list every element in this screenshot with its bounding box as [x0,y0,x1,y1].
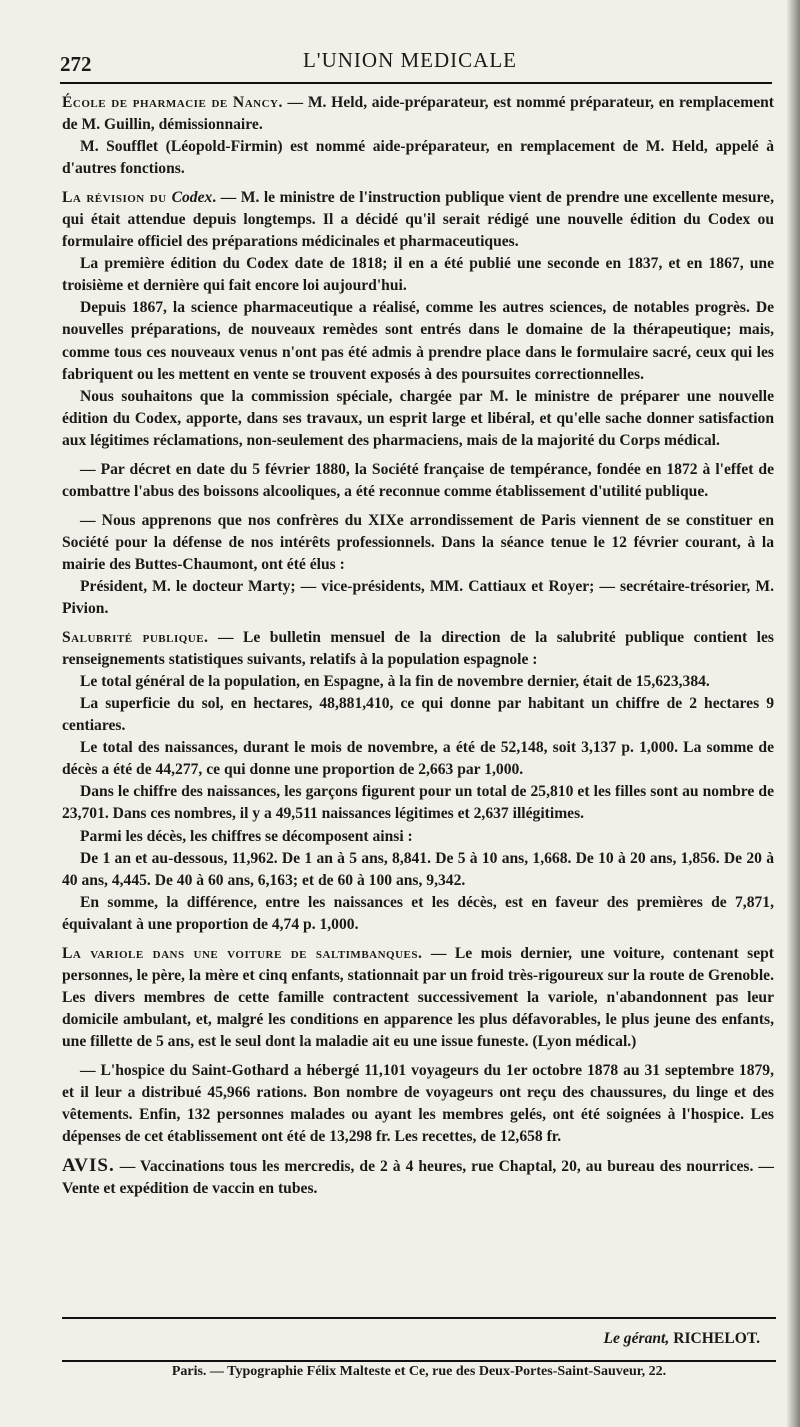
section-heading: La révision du [62,189,172,207]
paragraph-deces: Parmi les décès, les chiffres se décomposent ainsi : [80,827,413,845]
section-heading: École de pharmacie de Nancy. [62,94,283,111]
paragraph-population: Le total général de la population, en Espagne, à la fin de novembre dernier, était de 15,623,384. [80,673,710,691]
footer-rule-top [62,1317,776,1319]
header-rule [60,82,772,84]
section-heading-italic: Codex [171,189,213,207]
paragraph-avis [62,1155,774,1200]
paragraph-revision-codex [62,187,774,253]
section-heading: AVIS. [62,1155,115,1177]
paragraph-salubrite [62,627,774,671]
page-edge-shadow [786,0,800,1427]
imprint-line: Paris. — Typographie Félix Malteste et Ce, rue des Deux-Portes-Saint-Sauveur, 22. [171,1364,667,1379]
paragraph-naissances: Le total des naissances, durant le mois de novembre, a été de 52,148, soit 3,137 p. 1,000. La somme de décès a été de 44,277, ce qui donne une proportion de 2,663 par 1,000. [62,739,774,779]
running-title: L'UNION MEDICALE [302,48,517,72]
signature-label: Le gérant, [603,1330,670,1347]
section-heading: Salubrité publique. [62,629,209,647]
article-body [62,92,774,1200]
paragraph-text: — Le bulletin mensuel de la direction de la salubrité publique contient les renseignements statistiques suivants, relatifs à la population espagnole : [62,629,774,669]
paragraph-ecole-pharmacie [62,92,774,136]
paragraph-president: Président, M. le docteur Marty; — vice-présidents, MM. Cattiaux et Royer; — secrétaire-trésorier, M. Pivion. [62,577,774,618]
page-header [60,44,760,76]
paragraph-text: — Vaccinations tous les mercredis, de 2 à 4 heures, rue Chaptal, 20, au bureau des nourrices. — Vente et expédition de vaccin en tubes. [62,1158,774,1198]
paragraph-chiffre-naissances: Dans le chiffre des naissances, les garçons figurent pour un total de 25,810 et les filles sont au nombre de 23,701. Dans ces nombres, il y a 49,511 naissances légitimes et 2,637 illégitimes. [62,783,774,823]
paragraph-text: — Le mois dernier, une voiture, contenant sept personnes, le père, la mère et cinq enfants, stationnait par un froid très-rigoureux sur la route de Grenoble. Les divers membres de cette famille contractent successivement la variole, n'abandonnent pas leur domicile ambulant, et, malgré les conditions en apparence les plus défavorables, le plus jeune des enfants, une fillette de 5 ans, est le seul dont la maladie ait eu une issue funeste. (Lyon médical.) [62,944,774,1050]
paragraph-en-somme: En somme, la différence, entre les naissances et les décès, est en faveur des premières de 7,871, équivalant à une proportion de 4,74 p. 1,000. [62,893,774,933]
paragraph-temperance: — Par décret en date du 5 février 1880, la Société française de tempérance, fondée en 1872 à l'effet de combattre l'abus des boissons alcooliques, a été reconnue comme établissement d'utilité publique. [62,460,774,500]
section-heading: La variole dans une voiture de saltimbanques. [62,944,423,962]
paragraph-variole [62,943,774,1053]
signature [603,1330,760,1348]
paragraph-saint-gothard: — L'hospice du Saint-Gothard a hébergé 11,101 voyageurs du 1er octobre 1878 au 31 septembre 1879, et il leur a distribué 45,966 rations. Bon nombre de voyageurs ont reçu des chaussures, du linge et des vêtements. Enfin, 132 personnes malades ou ayant les membres gelés, ont été soignées à l'hospice. Les dépenses de cet établissement ont été de 13,298 fr. Les recettes, de 12,658 fr. [62,1061,774,1146]
paragraph-commission: Nous souhaitons que la commission spéciale, chargée par M. le ministre de préparer une nouvelle édition du Codex, apporte, dans ses travaux, un esprit large et libéral, et qu'elle sache donner satisfaction aux légitimes réclamations, non-seulement des pharmaciens, mais de la majorité du Corps médical. [62,387,774,449]
paragraph-xixe-arrondissement: — Nous apprenons que nos confrères du XIXe arrondissement de Paris viennent de se constituer en Société pour la défense de nos intérêts professionnels. Dans la séance tenue le 12 février courant, à la mairie des Buttes-Chaumont, ont été élus : [62,511,774,573]
footer-rule-bottom [62,1360,776,1362]
paragraph-depuis-1867: Depuis 1867, la science pharmaceutique a réalisé, comme les autres sciences, de notables progrès. De nouvelles préparations, de nouveaux remèdes sont entrés dans le domaine de la thérapeutique; mais, comme tous ces nouveaux venus n'ont pas été admis à prendre place dans le formulaire sacré, ceux qui les fabriquent ou les mettent en vente se trouvent exposés à des poursuites correctionnelles. [62,299,774,383]
paragraph-superficie: La superficie du sol, en hectares, 48,881,410, ce qui donne par habitant un chiffre de 2 hectares 9 centiares. [62,695,774,735]
paragraph-soufflet: M. Soufflet (Léopold-Firmin) est nommé aide-préparateur, en remplacement de M. Held, appelé à d'autres fonctions. [62,138,774,178]
paragraph-deces-ages: De 1 an et au-dessous, 11,962. De 1 an à 5 ans, 8,841. De 5 à 10 ans, 1,668. De 10 à 20 ans, 1,856. De 20 à 40 ans, 4,445. De 40 à 60 ans, 6,163; et de 60 à 100 ans, 9,342. [62,849,774,889]
paragraph-premiere-edition: La première édition du Codex date de 1818; il en a été publié une seconde en 1837, et en 1867, une troisième et dernière qui fait encore loi aujourd'hui. [62,255,774,295]
paragraph-text: . — M. le ministre de l'instruction publique vient de prendre une excellente mesure, qui était attendue depuis longtemps. Il a décidé qu'il serait rédigé une nouvelle édition du Codex ou formulaire officiel des préparations médicinales et pharmaceutiques. [62,189,774,251]
signature-name: RICHELOT. [673,1330,760,1347]
paragraph-text: — M. Held, aide-préparateur, est nommé préparateur, en remplacement de M. Guillin, démissionnaire. [62,94,774,134]
page-number: 272 [60,52,92,76]
